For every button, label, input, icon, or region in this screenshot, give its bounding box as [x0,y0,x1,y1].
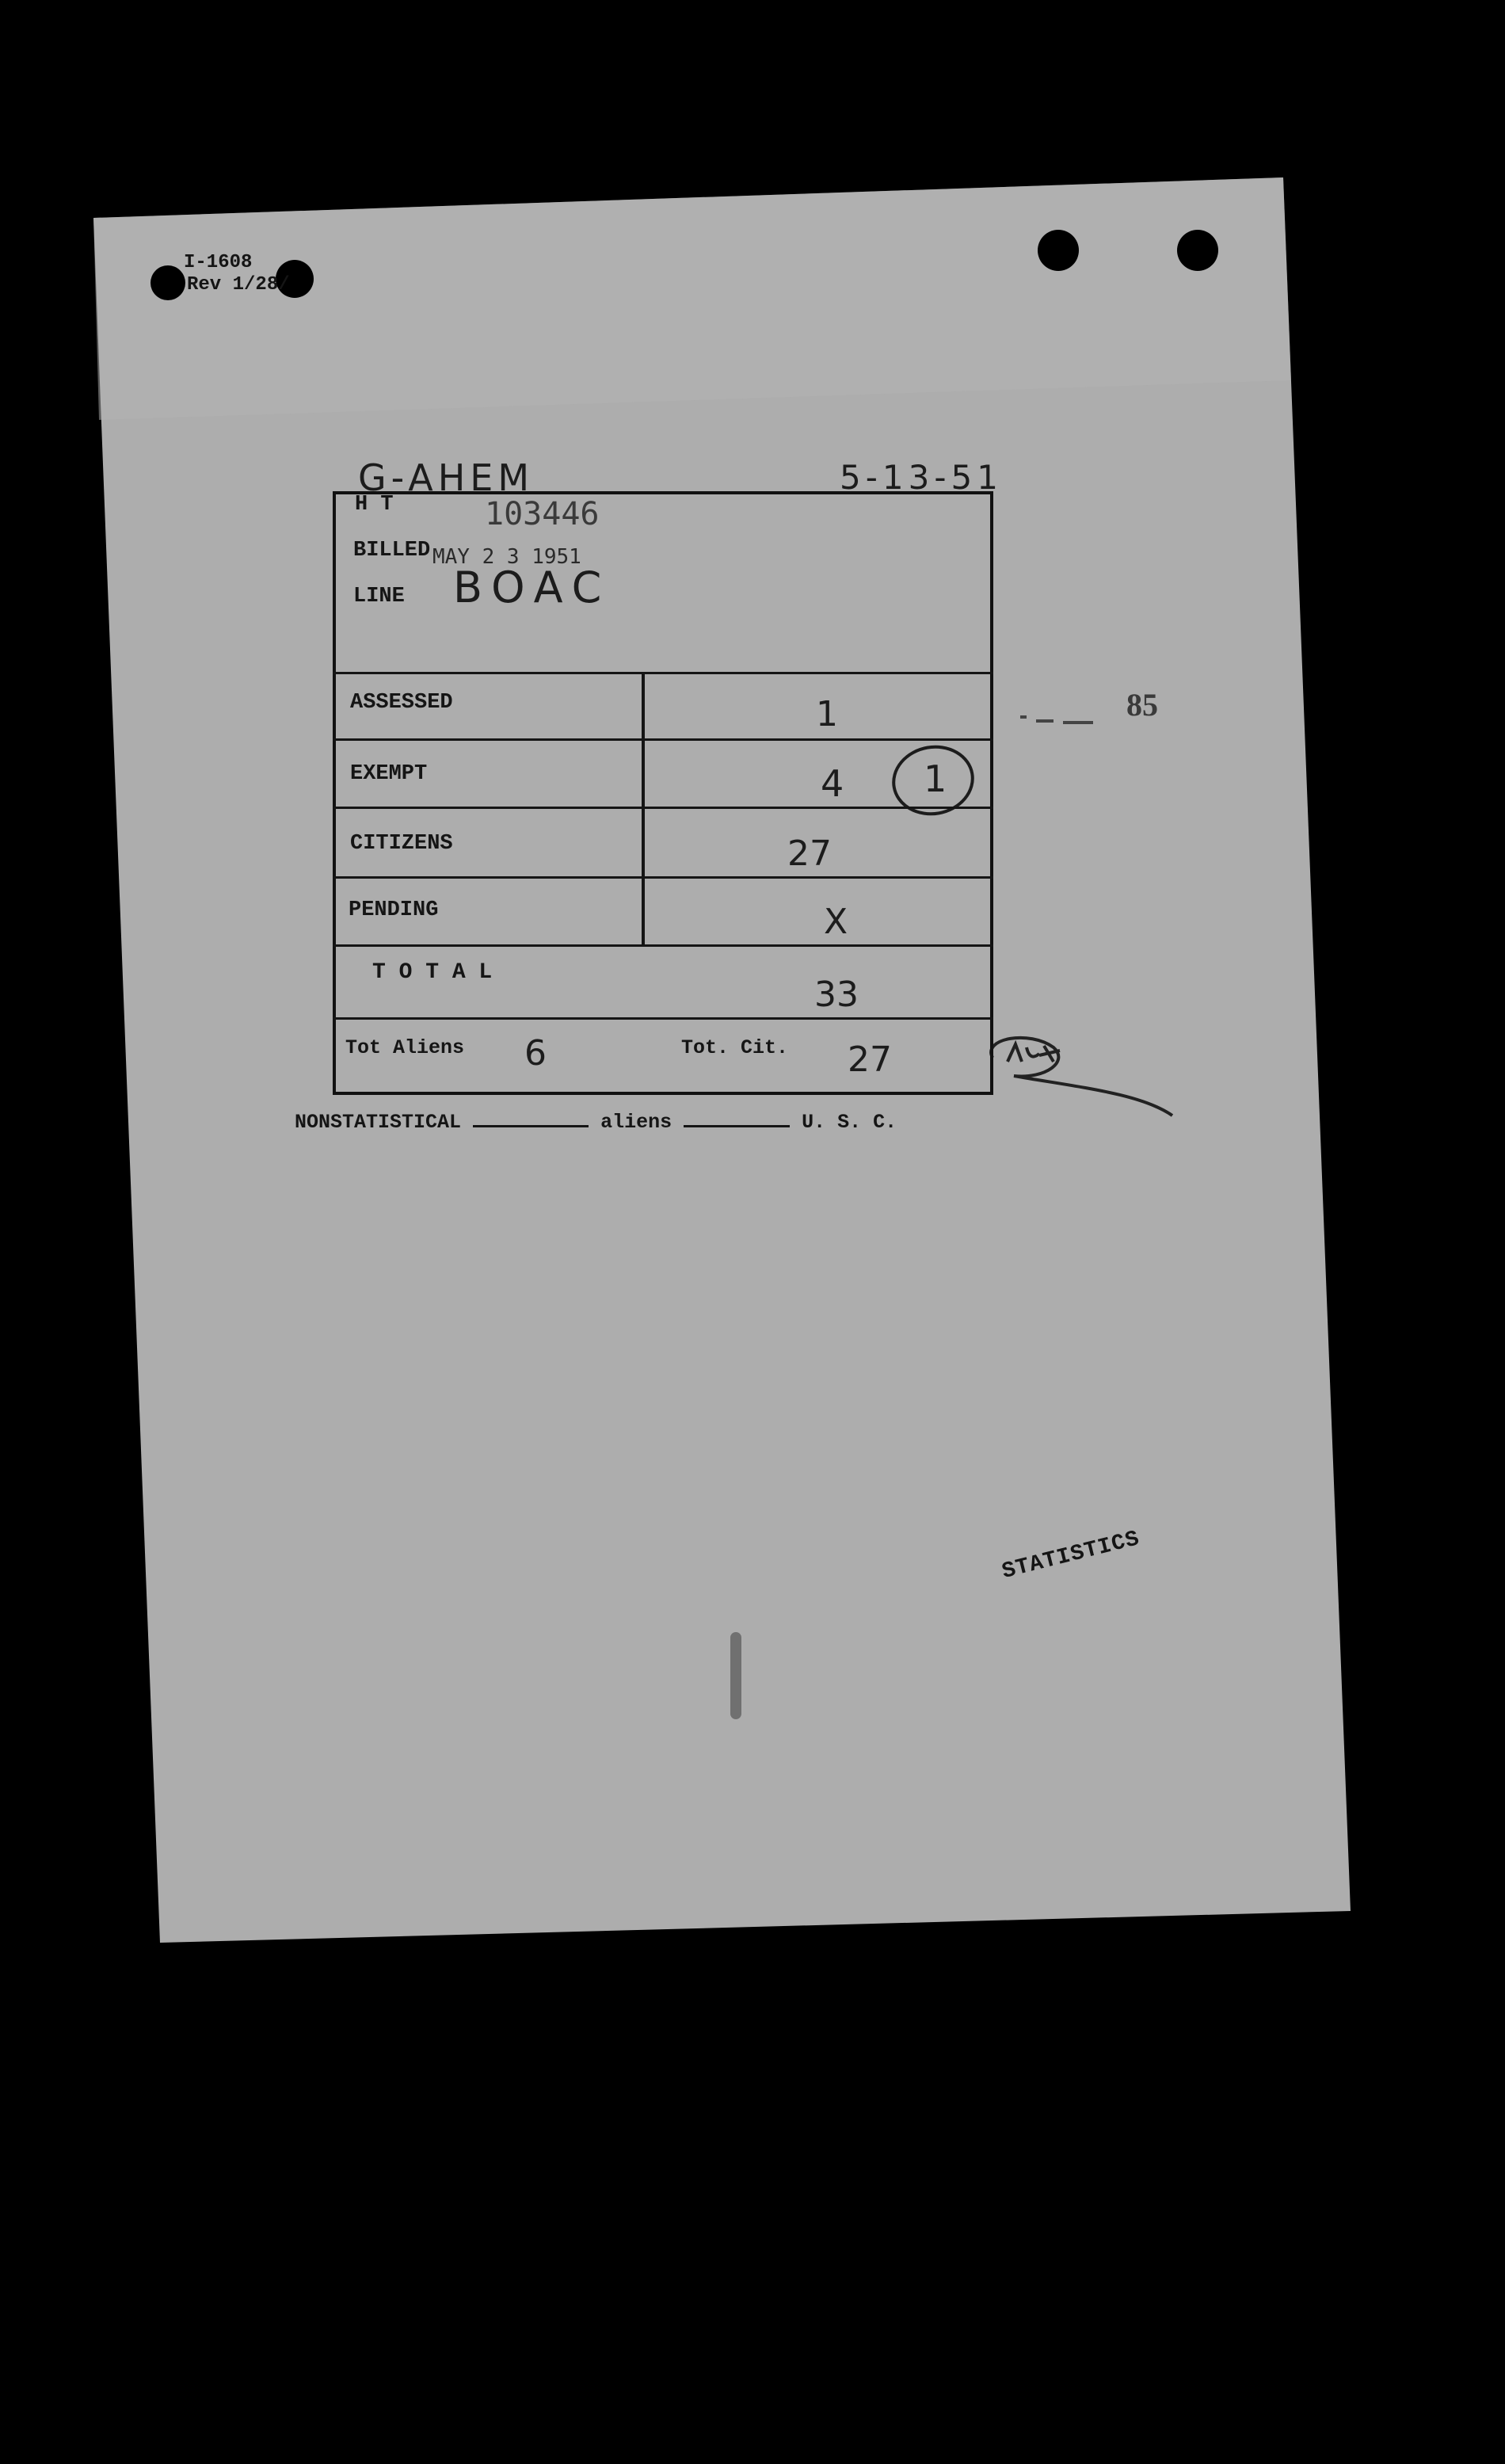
total-value: 33 [814,975,859,1015]
row-label-citizens: CITIZENS [350,832,453,856]
row-value-pending: X [824,902,848,942]
handwritten-flight-code: G-AHEM [358,456,535,499]
row-note-exempt: 1 [924,757,947,800]
tot-aliens-value: 6 [524,1033,547,1074]
tot-cit-label: Tot. Cit. [681,1036,789,1059]
margin-number: 85 [1126,687,1158,723]
nonstatistical-line [295,1111,897,1134]
form-number: I-1608 [184,252,253,273]
smudge-mark [730,1632,741,1719]
row-value-citizens: 27 [787,833,832,874]
tally-form-box [333,491,993,1095]
row-value-assessed: 1 [816,694,838,734]
ht-number-stamp: 103446 [485,496,600,532]
row-divider [333,1017,993,1020]
nonstatistical-blank [473,1125,589,1127]
nonstatistical-aliens-label: aliens [600,1111,672,1134]
tot-aliens-label: Tot Aliens [345,1036,465,1059]
row-divider [333,807,993,809]
row-label-exempt: EXEMPT [350,762,428,786]
row-divider [333,672,993,674]
billed-date-stamp: MAY 2 3 1951 [432,545,581,569]
handwritten-date: 5-13-51 [840,458,1003,497]
nonstatistical-usc-label: U. S. C. [802,1111,897,1134]
row-divider [333,944,993,947]
punch-hole-1 [1038,230,1079,271]
column-divider [642,672,645,946]
total-label: T O T A L [372,960,493,985]
handwritten-airline: BOAC [453,563,612,612]
billed-label: BILLED [353,539,431,563]
row-label-assessed: ASSESSED [350,691,453,715]
statistics-stamp: STATISTICS [1000,1526,1143,1585]
line-label: LINE [353,585,405,608]
row-value-exempt: 4 [821,762,844,805]
punch-hole-2 [1177,230,1218,271]
form-revision: Rev 1/28/ [187,274,290,296]
row-divider [333,876,993,879]
row-label-pending: PENDING [349,898,439,922]
ht-label: H T [355,493,394,517]
nonstatistical-label: NONSTATISTICAL [295,1111,462,1134]
tot-cit-value: 27 [848,1039,892,1080]
aliens-blank [684,1125,790,1127]
punch-hole-4 [150,265,185,300]
row-divider [333,738,993,741]
